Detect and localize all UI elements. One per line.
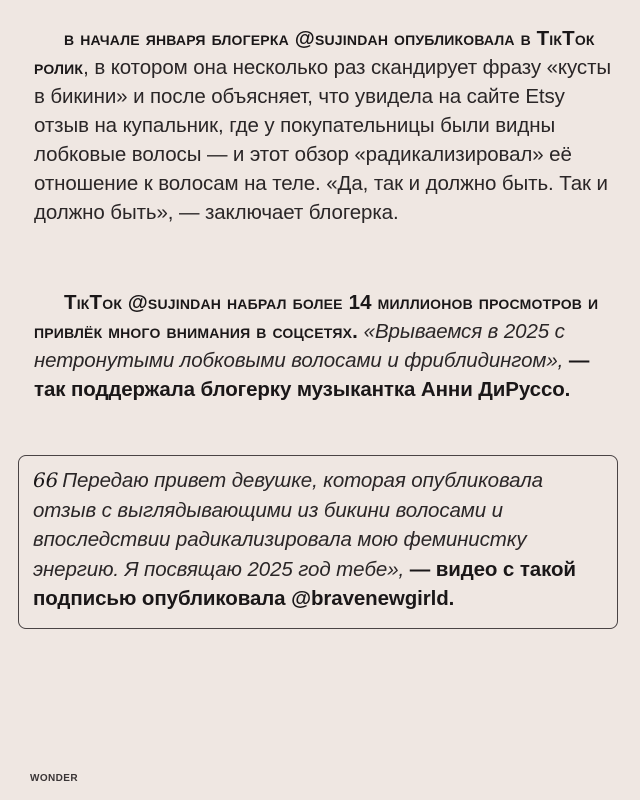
- quote-box-quote: Передаю привет девушке, которая опубликовала отзыв с выглядывающими из бикини волосами и впоследствии радикализировала мою феминистку энергию. Я посвящаю 2025 год тебе»,: [33, 469, 543, 581]
- paragraph-2-brand: ТікТок: [64, 291, 123, 314]
- paragraph-1: [34, 24, 614, 227]
- paragraph-2-tail: — так поддержала блогерку музыкантка Анни ДиРуссо.: [34, 349, 590, 401]
- quote-box: [18, 455, 618, 629]
- paragraph-1-brand: ТікТок: [536, 27, 595, 50]
- quote-box-tail: — видео с такой подписью опубликовала @bravenewgirld.: [33, 557, 576, 610]
- wonder-logo: WONDER: [30, 773, 78, 784]
- paragraph-1-lead-end: ролик: [34, 56, 84, 79]
- paragraph-2-quote: «Врываемся в 2025 с нетронутыми лобковыми волосами и фриблидингом»,: [34, 320, 565, 372]
- quote-box-text: [33, 466, 603, 614]
- quote-mark-icon: 66: [33, 468, 59, 492]
- paragraph-1-lead: в начале января блогерка @sujindah опубликовала в: [64, 27, 531, 50]
- paragraph-2: [34, 288, 614, 404]
- paragraph-2-lead: @sujindah набрал более 14 миллионов просмотров и привлёк много внимания в соцсетях.: [34, 291, 599, 343]
- paragraph-1-body: , в котором она несколько раз скандирует фразу «кусты в бикини» и после объясняет, что увидела на сайте Etsy отзыв на купальник, где у покупательницы были видны лобковые волосы — и этот обзор «радикализировал» её отношение к волосам на теле. «Да, так и должно быть. Так и должно быть», — заключает блогерка.: [34, 56, 611, 224]
